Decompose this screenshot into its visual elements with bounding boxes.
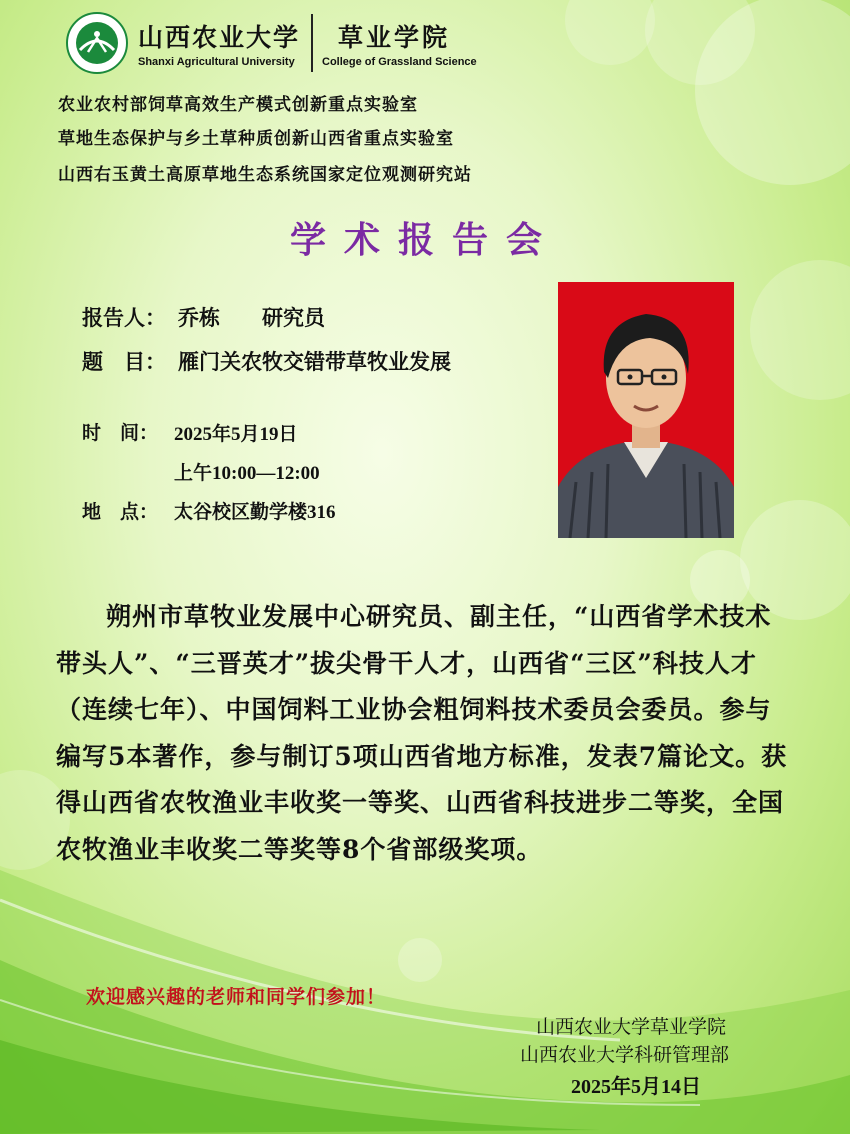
university-logo-icon [66,12,128,74]
university-name-en: Shanxi Agricultural University [138,56,295,68]
poster-title: 学术报告会 [289,219,560,261]
footer-org-1: 山西农业大学草业学院 [536,1016,727,1038]
lab-name-2: 草地生态保护与乡土草种质创新山西省重点实验室 [58,129,454,149]
speaker-photo [558,282,734,538]
welcome-message: 欢迎感兴趣的老师和同学们参加！ [86,986,387,1008]
topic-label: 题 目： [82,350,166,374]
time-date: 2025年5月19日 [174,424,298,445]
place-label: 地 点： [82,502,159,523]
speaker-rank: 研究员 [262,306,325,330]
time-range: 上午10:00—12:00 [174,463,320,484]
time-label: 时 间： [82,423,159,444]
speaker-label: 报告人： [82,306,166,330]
speaker-bio: 朔州市草牧业发展中心研究员、副主任，“山西省学术技术带头人”、“三晋英才”拔尖骨干人才，山西省“三区”科技人才（连续七年）、中国饲料工业协会粗饲料技术委员会委员。参与编写5本著作，参与制订5项山西省地方标准，发表7篇论文。获得山西省农牧渔业丰收奖一等奖、山西省科技进步二等奖，全国农牧渔业丰收奖二等奖等8个省部级奖项。 [56,602,788,864]
college-name-en: College of Grassland Science [322,56,477,68]
place-value: 太谷校区勤学楼316 [174,502,336,523]
lab-name-3: 山西右玉黄土高原草地生态系统国家定位观测研究站 [58,165,472,185]
university-name-cn: 山西农业大学 [138,23,301,52]
topic-value: 雁门关农牧交错带草牧业发展 [178,350,451,374]
header-divider [311,14,313,72]
speaker-name: 乔栋 [178,306,220,330]
college-name-cn: 草业学院 [338,23,451,52]
lab-name-1: 农业农村部饲草高效生产模式创新重点实验室 [58,95,418,115]
speaker-portrait-illustration [558,282,734,538]
footer-date: 2025年5月14日 [571,1076,701,1098]
footer-org-2: 山西农业大学科研管理部 [520,1044,730,1066]
